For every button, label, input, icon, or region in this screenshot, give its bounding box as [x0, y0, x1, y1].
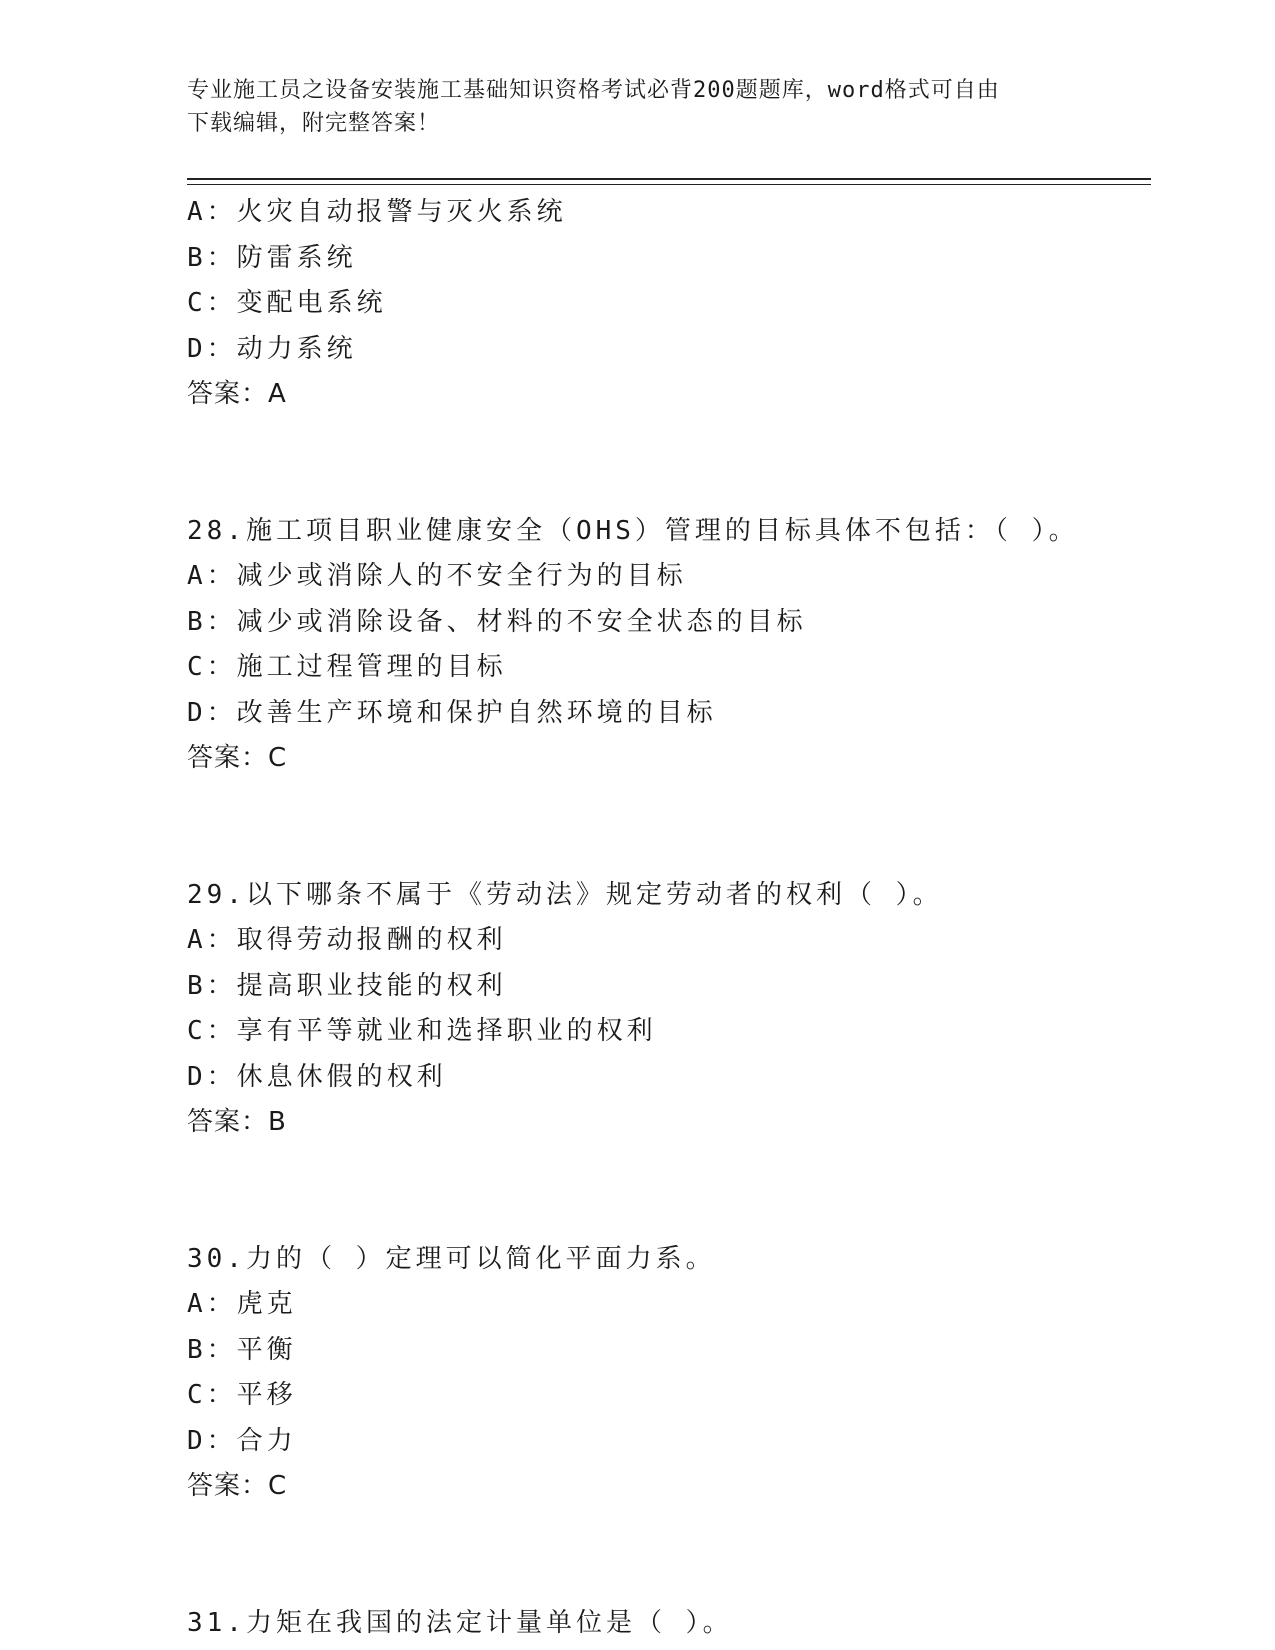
answer-line: 答案：B [187, 1107, 287, 1137]
option-a: A：虎克 [187, 1289, 297, 1319]
option-b: B：平衡 [187, 1334, 297, 1365]
header-divider-thin [187, 184, 1151, 185]
header-divider-thick [187, 178, 1151, 180]
option-b: B：提高职业技能的权利 [187, 970, 507, 1001]
option-d: D：合力 [187, 1425, 297, 1456]
answer-line: 答案：C [187, 1471, 288, 1501]
question-block-28 [187, 509, 1147, 782]
question-block-30 [187, 1237, 1147, 1510]
option-d: D：动力系统 [187, 333, 357, 364]
answer-line: 答案：A [187, 379, 287, 409]
document-header [187, 74, 1087, 140]
question-block-27 [187, 190, 1147, 418]
option-a: A：取得劳动报酬的权利 [187, 925, 507, 955]
option-c: C：施工过程管理的目标 [187, 652, 507, 682]
answer-line: 答案：C [187, 743, 288, 773]
option-c: C：变配电系统 [187, 288, 387, 318]
question-block-29 [187, 873, 1147, 1146]
option-b: B：减少或消除设备、材料的不安全状态的目标 [187, 606, 807, 637]
header-line-2: 下载编辑，附完整答案！ [187, 111, 441, 136]
option-c: C：享有平等就业和选择职业的权利 [187, 1016, 657, 1046]
option-d: D：休息休假的权利 [187, 1061, 447, 1092]
question-list [187, 190, 1147, 1646]
option-a: A：火灾自动报警与灭火系统 [187, 197, 567, 227]
option-c: C：平移 [187, 1380, 297, 1410]
question-text: 30.力的（ ）定理可以简化平面力系。 [187, 1243, 716, 1274]
question-text: 31.力矩在我国的法定计量单位是（ ）。 [187, 1607, 733, 1638]
spacer [187, 1510, 1147, 1601]
question-text: 28.施工项目职业健康安全（OHS）管理的目标具体不包括：（ ）。 [187, 515, 1079, 546]
spacer [187, 418, 1147, 509]
option-b: B：防雷系统 [187, 242, 357, 273]
question-block-31 [187, 1601, 1147, 1647]
option-d: D：改善生产环境和保护自然环境的目标 [187, 697, 717, 728]
option-a: A：减少或消除人的不安全行为的目标 [187, 561, 687, 591]
question-text: 29.以下哪条不属于《劳动法》规定劳动者的权利（ ）。 [187, 879, 943, 910]
spacer [187, 1146, 1147, 1237]
spacer [187, 782, 1147, 873]
header-line-1: 专业施工员之设备安装施工基础知识资格考试必背200题题库，word格式可自由 [187, 78, 1000, 103]
